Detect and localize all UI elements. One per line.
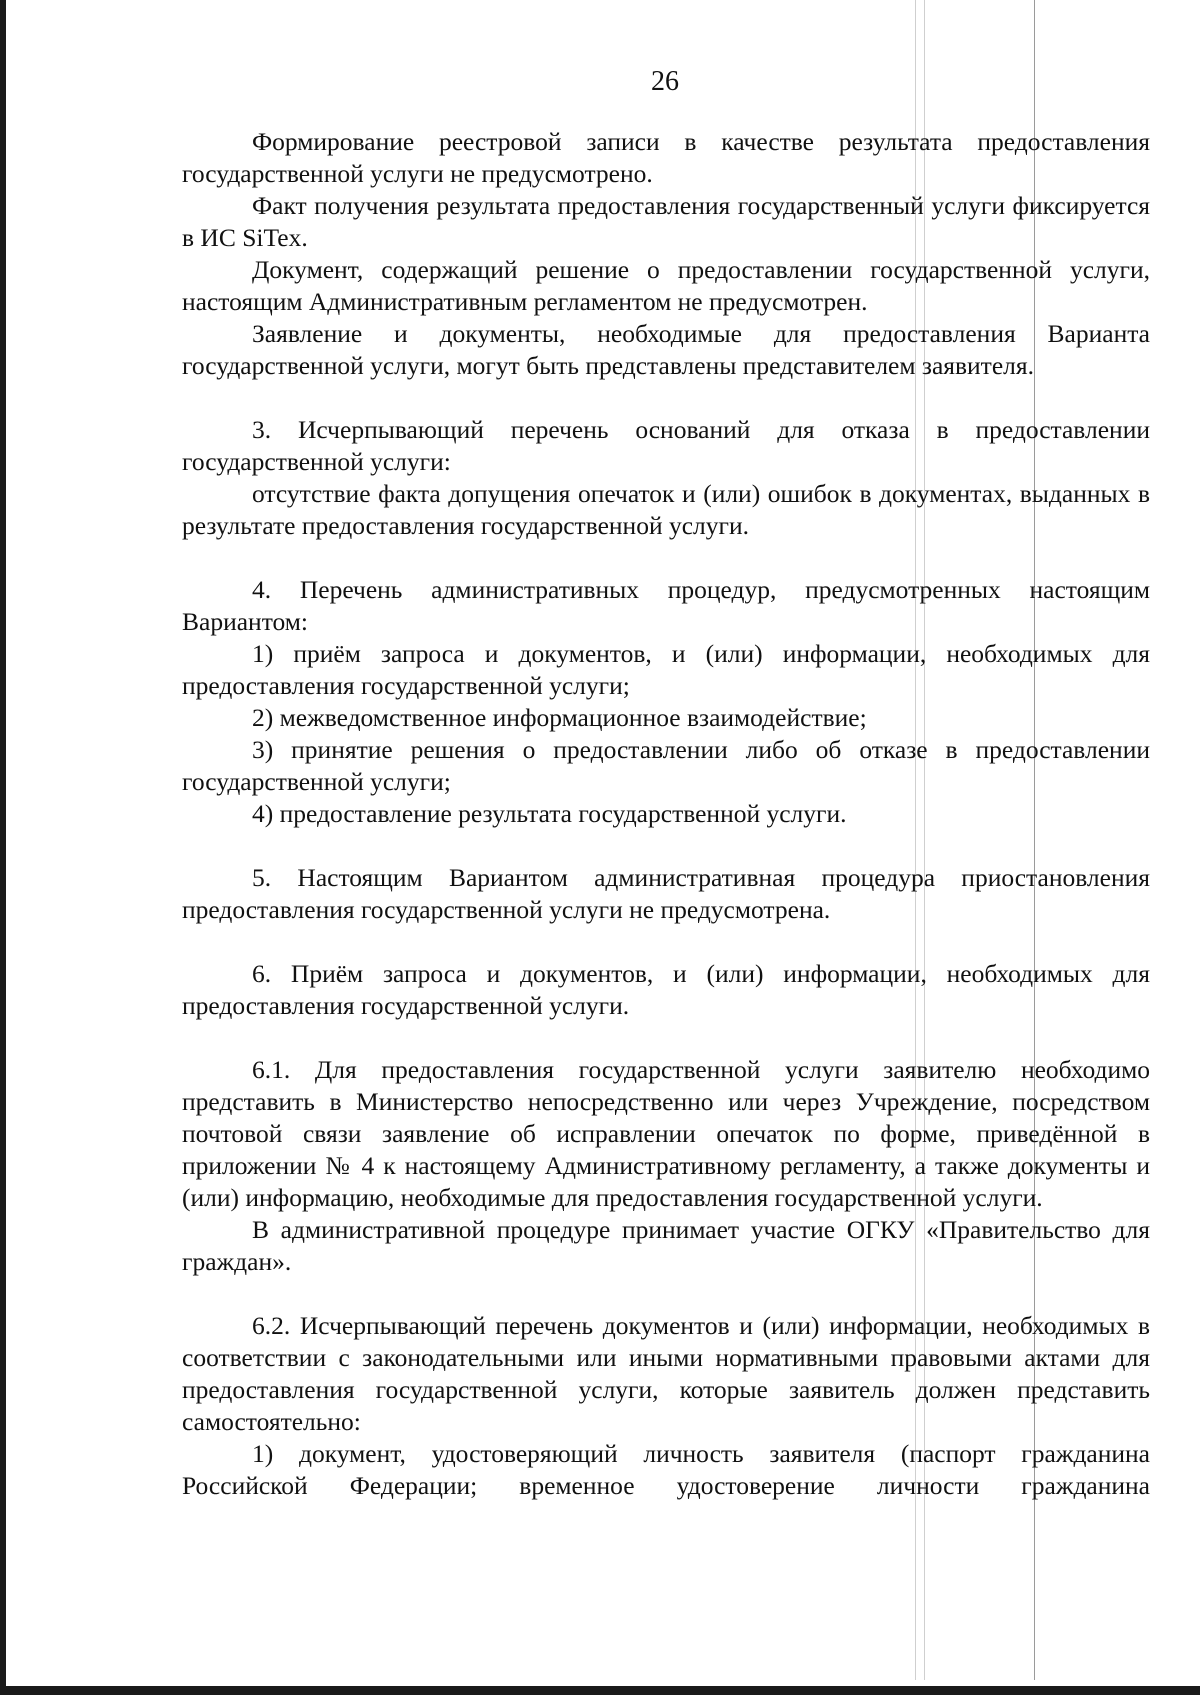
section-heading: 5. Настоящим Вариантом административная процедура приостановления предоставления государственной услуги не предусмотрена. <box>182 863 1150 924</box>
list-item: 1) документ, удостоверяющий личность заявителя (паспорт гражданина Российской Федерации; временное удостоверение личности гражданина <box>182 1439 1150 1500</box>
page-number: 26 <box>651 66 679 97</box>
section-heading: 3. Исчерпывающий перечень оснований для отказа в предоставлении государственной услуги: <box>182 415 1150 476</box>
list-item: 3) принятие решения о предоставлении либо об отказе в предоставлении государственной услуги; <box>182 735 1150 796</box>
scan-left-edge <box>0 0 6 1695</box>
section-heading: 6.1. Для предоставления государственной услуги заявителю необходимо представить в Министерство непосредственно или через Учреждение, посредством почтовой связи заявление об исправлении опечаток по форме, приведённой в приложении № 4 к настоящему Административному регламенту, а также документы и (или) информацию, необходимые для предоставления государственной услуги. <box>182 1055 1150 1212</box>
paragraph: Заявление и документы, необходимые для предоставления Варианта государственной услуги, могут быть представлены представителем заявителя. <box>182 319 1150 380</box>
paragraph-gap <box>182 926 1150 958</box>
paragraph: Документ, содержащий решение о предоставлении государственной услуги, настоящим Административным регламентом не предусмотрен. <box>182 255 1150 316</box>
paragraph: Факт получения результата предоставления государственный услуги фиксируется в ИС SiTex. <box>182 191 1150 252</box>
paragraph-gap <box>182 1022 1150 1054</box>
paragraph-gap <box>182 1278 1150 1310</box>
paragraph: Формирование реестровой записи в качестве результата предоставления государственной услуги не предусмотрено. <box>182 127 1150 188</box>
document-body <box>182 126 1150 1502</box>
list-item: 4) предоставление результата государственной услуги. <box>252 799 847 828</box>
paragraph-gap <box>182 382 1150 414</box>
list-item: 1) приём запроса и документов, и (или) информации, необходимых для предоставления государственной услуги; <box>182 639 1150 700</box>
section-heading: 4. Перечень административных процедур, предусмотренных настоящим Вариантом: <box>182 575 1150 636</box>
paragraph: В административной процедуре принимает участие ОГКУ «Правительство для граждан». <box>182 1215 1150 1276</box>
paragraph-gap <box>182 542 1150 574</box>
paragraph: отсутствие факта допущения опечаток и (или) ошибок в документах, выданных в результате предоставления государственной услуги. <box>182 479 1150 540</box>
scan-bottom-edge <box>0 1686 1200 1695</box>
list-item: 2) межведомственное информационное взаимодействие; <box>252 703 867 732</box>
paragraph-gap <box>182 830 1150 862</box>
section-heading: 6.2. Исчерпывающий перечень документов и (или) информации, необходимых в соответствии с законодательными или иными нормативными правовыми актами для предоставления государственной услуги, которые заявитель должен представить самостоятельно: <box>182 1311 1150 1436</box>
section-heading: 6. Приём запроса и документов, и (или) информации, необходимых для предоставления государственной услуги. <box>182 959 1150 1020</box>
